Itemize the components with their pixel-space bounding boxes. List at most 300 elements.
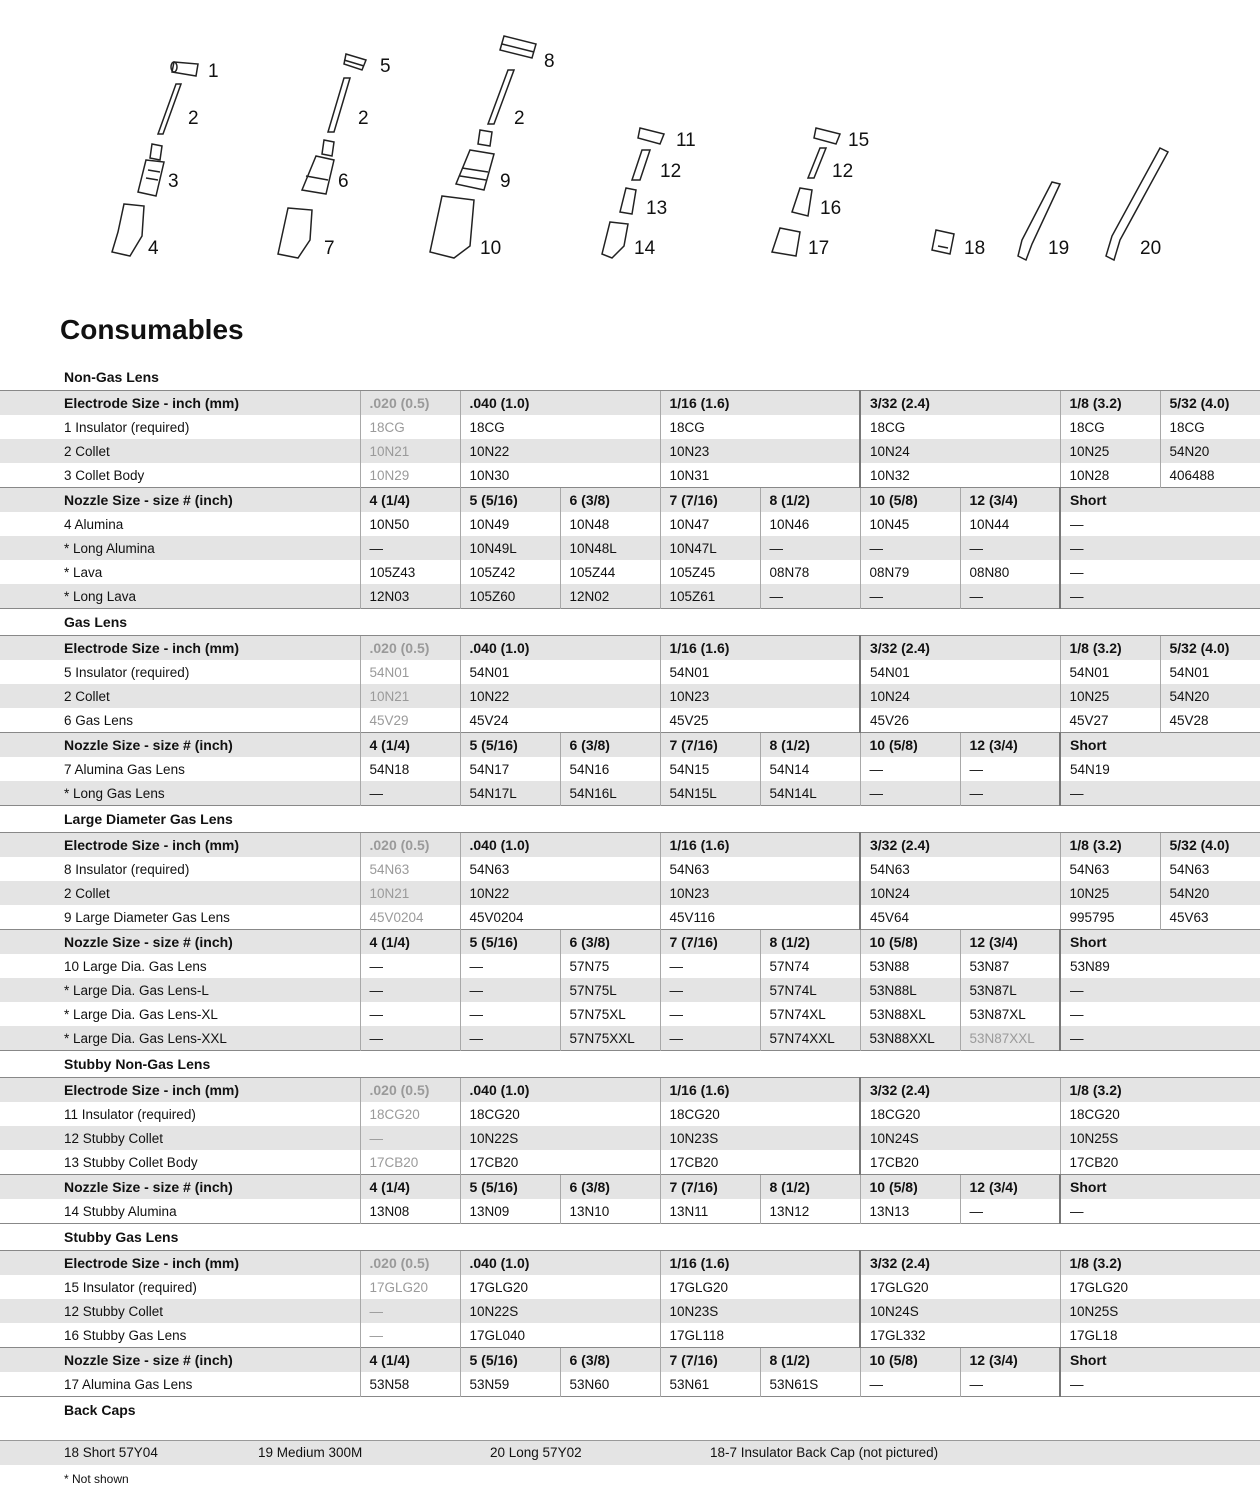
table-cell: 10N24S — [860, 1299, 1060, 1323]
table-cell: 12 (3/4) — [960, 733, 1060, 758]
table-cell: 5 Insulator (required) — [64, 664, 190, 680]
nozzle-row — [0, 536, 1260, 560]
table-cell: 10N23 — [660, 881, 860, 905]
table-cell: 17CB20 — [360, 1150, 460, 1175]
table-cell: Short — [1060, 488, 1260, 513]
table-cell: 17GL18 — [1060, 1323, 1260, 1348]
table-cell: Electrode Size - inch (mm) — [0, 636, 360, 661]
table-cell: Nozzle Size - size # (inch) — [0, 1175, 360, 1200]
table-cell: 13N10 — [560, 1199, 660, 1224]
table-cell: 54N15 — [660, 757, 760, 781]
table-cell: .020 (0.5) — [360, 636, 460, 661]
table-cell: 54N20 — [1160, 439, 1260, 463]
table-cell: 18CG — [860, 415, 1060, 439]
large-nozzle-drawing — [430, 196, 474, 258]
table-cell: .040 (1.0) — [460, 833, 660, 858]
nozzle-size-header — [0, 488, 1260, 513]
table-cell: 54N16 — [560, 757, 660, 781]
part-number-2c: 2 — [514, 108, 525, 129]
table-cell: 10 (5/8) — [860, 488, 960, 513]
part-number-6: 6 — [338, 171, 349, 192]
table-cell: 45V29 — [360, 708, 460, 733]
section-header — [0, 1051, 1260, 1078]
table-cell: 6 (3/8) — [560, 1175, 660, 1200]
table-cell: 54N20 — [1160, 881, 1260, 905]
table-cell: 10N29 — [360, 463, 460, 488]
table-cell: 10N30 — [460, 463, 660, 488]
section-header — [0, 364, 1260, 391]
table-cell: Electrode Size - inch (mm) — [0, 1251, 360, 1276]
table-cell: — — [960, 1199, 1060, 1224]
table-cell: 1 Insulator (required) — [64, 419, 190, 435]
table-cell: 1/8 (3.2) — [1060, 636, 1160, 661]
electrode-row — [0, 1102, 1260, 1126]
part-number-2b: 2 — [358, 108, 369, 129]
electrode-row — [0, 881, 1260, 905]
stubby-gas-nozzle-drawing — [772, 228, 800, 256]
table-cell: 1/16 (1.6) — [660, 833, 860, 858]
table-cell: .040 (1.0) — [460, 391, 660, 416]
table-cell: 54N01 — [860, 660, 1060, 684]
table-cell: — — [360, 1126, 460, 1150]
table-cell: 17GLG20 — [660, 1275, 860, 1299]
table-cell: — — [460, 1002, 560, 1026]
table-cell: 17 Alumina Gas Lens — [64, 1376, 193, 1392]
table-cell: 995795 — [1060, 905, 1160, 930]
nozzle-size-header — [0, 1348, 1260, 1373]
table-cell: 18CG20 — [460, 1102, 660, 1126]
insulator-1-drawing — [171, 62, 198, 76]
table-cell: 45V28 — [1160, 708, 1260, 733]
table-cell: 13N12 — [760, 1199, 860, 1224]
table-cell: 18CG20 — [360, 1102, 460, 1126]
table-cell: — — [960, 584, 1060, 609]
table-cell: 4 (1/4) — [360, 1348, 460, 1373]
table-cell: .040 (1.0) — [460, 1251, 660, 1276]
nozzle-row — [0, 1199, 1260, 1224]
nozzle-row — [0, 954, 1260, 978]
table-cell: — — [1060, 1026, 1260, 1051]
gas-lens-nozzle-drawing — [278, 208, 312, 258]
table-cell: 53N60 — [560, 1372, 660, 1397]
table-cell: 18CG20 — [660, 1102, 860, 1126]
table-cell: 54N01 — [1160, 660, 1260, 684]
section-title: Stubby Gas Lens — [0, 1224, 1260, 1251]
table-cell: — — [460, 978, 560, 1002]
table-cell: 10N47L — [660, 536, 760, 560]
table-cell: 54N01 — [460, 660, 660, 684]
table-cell: 6 (3/8) — [560, 488, 660, 513]
table-cell: 18CG20 — [1060, 1102, 1260, 1126]
table-cell: Short — [1060, 930, 1260, 955]
section-title: Stubby Non-Gas Lens — [0, 1051, 1260, 1078]
section-title: Gas Lens — [0, 609, 1260, 636]
collet-drawing-b — [328, 78, 350, 132]
gas-lens-6-drawing — [302, 140, 334, 194]
electrode-size-header — [0, 833, 1260, 858]
table-cell: 5/32 (4.0) — [1160, 833, 1260, 858]
part-number-17: 17 — [808, 238, 830, 259]
table-cell: 3/32 (2.4) — [860, 1078, 1060, 1103]
table-cell: 105Z44 — [560, 560, 660, 584]
table-cell: 17CB20 — [660, 1150, 860, 1175]
table-cell: 10N25 — [1060, 684, 1160, 708]
table-cell: — — [960, 757, 1060, 781]
nozzle-size-header — [0, 733, 1260, 758]
insulator-5-drawing — [344, 54, 366, 70]
table-cell: 12 (3/4) — [960, 930, 1060, 955]
table-cell: — — [360, 781, 460, 806]
table-cell: — — [760, 536, 860, 560]
table-cell: 8 (1/2) — [760, 1348, 860, 1373]
table-cell: 57N75 — [560, 954, 660, 978]
table-cell: .020 (0.5) — [360, 1078, 460, 1103]
electrode-size-header — [0, 1078, 1260, 1103]
table-cell: 10N21 — [360, 439, 460, 463]
table-cell: 54N63 — [660, 857, 860, 881]
table-cell: 10N23S — [660, 1299, 860, 1323]
alumina-nozzle-drawing — [112, 204, 144, 256]
table-cell: 8 (1/2) — [760, 1175, 860, 1200]
table-cell: Electrode Size - inch (mm) — [0, 1078, 360, 1103]
table-cell: 17CB20 — [460, 1150, 660, 1175]
table-cell: — — [960, 536, 1060, 560]
table-cell: 45V26 — [860, 708, 1060, 733]
back-cap-long: 20 Long 57Y02 — [490, 1445, 582, 1460]
table-cell: — — [860, 781, 960, 806]
part-number-10: 10 — [480, 238, 502, 259]
table-cell: 3/32 (2.4) — [860, 391, 1060, 416]
part-number-7: 7 — [324, 238, 335, 259]
nozzle-row — [0, 560, 1260, 584]
table-cell: — — [1060, 1372, 1260, 1397]
table-cell: 12 Stubby Collet — [0, 1299, 360, 1323]
part-number-15: 15 — [848, 130, 870, 151]
section-header — [0, 609, 1260, 636]
table-cell: 3/32 (2.4) — [860, 1251, 1060, 1276]
section-title: Non-Gas Lens — [64, 369, 159, 385]
table-cell: — — [860, 757, 960, 781]
table-cell: 7 (7/16) — [660, 930, 760, 955]
table-cell: — — [360, 1002, 460, 1026]
table-cell: — — [860, 536, 960, 560]
table-cell: 7 (7/16) — [660, 733, 760, 758]
table-cell: 54N63 — [360, 857, 460, 881]
table-cell: 6 (3/8) — [560, 930, 660, 955]
table-cell: Short — [1060, 1175, 1260, 1200]
table-cell: Nozzle Size - size # (inch) — [0, 930, 360, 955]
table-cell: 12N03 — [360, 584, 460, 609]
table-cell: 45V63 — [1160, 905, 1260, 930]
table-cell: 10N23S — [660, 1126, 860, 1150]
table-cell: — — [660, 954, 760, 978]
electrode-row — [0, 1275, 1260, 1299]
table-cell: 11 Insulator (required) — [64, 1106, 196, 1122]
table-cell: Short — [1060, 733, 1260, 758]
table-cell: 08N79 — [860, 560, 960, 584]
electrode-row — [0, 857, 1260, 881]
table-cell: 45V27 — [1060, 708, 1160, 733]
table-cell: 8 (1/2) — [760, 488, 860, 513]
table-cell: 105Z60 — [460, 584, 560, 609]
table-cell: 1/16 (1.6) — [660, 391, 860, 416]
table-cell: 45V0204 — [360, 905, 460, 930]
table-cell: Electrode Size - inch (mm) — [0, 391, 360, 416]
consumables-table — [0, 364, 1260, 1423]
electrode-size-header — [0, 636, 1260, 661]
page-title: Consumables — [60, 314, 244, 345]
table-cell: 18CG — [360, 415, 460, 439]
table-cell: .040 (1.0) — [460, 636, 660, 661]
collet-body-drawing — [138, 144, 164, 196]
nozzle-row — [0, 512, 1260, 536]
table-cell: 54N63 — [460, 857, 660, 881]
table-cell: — — [360, 1026, 460, 1051]
table-cell: 1/16 (1.6) — [660, 1251, 860, 1276]
table-cell: 10N24 — [860, 881, 1060, 905]
table-cell: 57N74 — [760, 954, 860, 978]
nozzle-size-header — [0, 1175, 1260, 1200]
table-cell: 10N25S — [1060, 1299, 1260, 1323]
table-cell: 57N75XL — [560, 1002, 660, 1026]
table-cell: 53N88XL — [860, 1002, 960, 1026]
table-cell: Electrode Size - inch (mm) — [0, 833, 360, 858]
table-cell: — — [660, 1026, 760, 1051]
stubby-collet-drawing-a — [632, 150, 650, 180]
table-cell: 1/8 (3.2) — [1060, 1251, 1260, 1276]
table-cell: 53N61 — [660, 1372, 760, 1397]
section-header — [0, 806, 1260, 833]
part-number-1: 1 — [208, 61, 219, 82]
table-cell: 16 Stubby Gas Lens — [64, 1327, 187, 1343]
table-cell: 45V116 — [660, 905, 860, 930]
table-cell: 1/8 (3.2) — [1060, 1078, 1260, 1103]
table-cell: 10N22 — [460, 439, 660, 463]
table-cell: 6 (3/8) — [560, 733, 660, 758]
part-number-20: 20 — [1140, 238, 1162, 259]
table-cell: 5 (5/16) — [460, 488, 560, 513]
part-number-3: 3 — [168, 171, 179, 192]
table-cell: 5 (5/16) — [460, 1175, 560, 1200]
table-cell: 10N44 — [960, 512, 1060, 536]
table-cell: 57N75XXL — [560, 1026, 660, 1051]
table-cell: — — [1060, 781, 1260, 806]
table-cell: 10N22S — [460, 1126, 660, 1150]
table-cell: 7 (7/16) — [660, 488, 760, 513]
table-cell: 1/8 (3.2) — [1060, 391, 1160, 416]
table-cell: * Large Dia. Gas Lens-XL — [64, 1006, 218, 1022]
large-gas-lens-9-drawing — [456, 130, 494, 190]
table-cell: 2 Collet — [0, 881, 360, 905]
table-cell: 54N16L — [560, 781, 660, 806]
table-cell: 7 Alumina Gas Lens — [64, 761, 185, 777]
nozzle-row — [0, 757, 1260, 781]
table-cell: 53N58 — [360, 1372, 460, 1397]
table-cell: 54N15L — [660, 781, 760, 806]
table-cell: 18CG — [1160, 415, 1260, 439]
table-cell: 8 (1/2) — [760, 930, 860, 955]
table-cell: — — [1060, 536, 1260, 560]
table-cell: 10N25 — [1060, 881, 1160, 905]
table-cell: 5 (5/16) — [460, 1348, 560, 1373]
table-cell: — — [360, 536, 460, 560]
electrode-row — [0, 1126, 1260, 1150]
table-cell: 12 (3/4) — [960, 1175, 1060, 1200]
table-cell: 53N89 — [1060, 954, 1260, 978]
table-cell: 54N01 — [1060, 660, 1160, 684]
table-cell: 57N74XL — [760, 1002, 860, 1026]
table-cell: 53N88L — [860, 978, 960, 1002]
table-cell: 53N87L — [960, 978, 1060, 1002]
table-cell: 105Z42 — [460, 560, 560, 584]
back-cap-short: 18 Short 57Y04 — [64, 1445, 158, 1460]
table-cell: 17CB20 — [860, 1150, 1060, 1175]
table-cell: 53N87XL — [960, 1002, 1060, 1026]
table-cell: 8 Insulator (required) — [64, 861, 190, 877]
part-number-4: 4 — [148, 238, 159, 259]
table-cell: 53N87 — [960, 954, 1060, 978]
table-cell: * Large Dia. Gas Lens-XXL — [0, 1026, 360, 1051]
table-cell: 3/32 (2.4) — [860, 636, 1060, 661]
stubby-gas-lens-drawing — [792, 188, 812, 216]
part-number-9: 9 — [500, 171, 511, 192]
electrode-size-header — [0, 1251, 1260, 1276]
table-cell: * Lava — [64, 564, 103, 580]
table-cell: 10N25S — [1060, 1126, 1260, 1150]
table-cell: 57N74L — [760, 978, 860, 1002]
table-cell: 2 Collet — [0, 439, 360, 463]
table-cell: 54N63 — [1160, 857, 1260, 881]
table-cell: 4 (1/4) — [360, 488, 460, 513]
footnote: * Not shown — [64, 1472, 129, 1486]
table-cell: Nozzle Size - size # (inch) — [0, 1348, 360, 1373]
table-cell: Nozzle Size - size # (inch) — [0, 733, 360, 758]
table-cell: 13N13 — [860, 1199, 960, 1224]
nozzle-row — [0, 978, 1260, 1002]
part-number-18: 18 — [964, 238, 986, 259]
table-cell: 1/16 (1.6) — [660, 636, 860, 661]
table-cell: 6 (3/8) — [560, 1348, 660, 1373]
electrode-row — [0, 905, 1260, 930]
table-cell: 10 Large Dia. Gas Lens — [64, 958, 207, 974]
table-cell: 45V24 — [460, 708, 660, 733]
stubby-alumina-drawing — [602, 222, 628, 258]
table-cell: 10N22 — [460, 881, 660, 905]
collet-drawing-c — [488, 70, 514, 124]
table-cell: 5/32 (4.0) — [1160, 636, 1260, 661]
table-cell: 54N63 — [860, 857, 1060, 881]
table-cell: 10N50 — [360, 512, 460, 536]
table-cell: * Long Alumina — [0, 536, 360, 560]
table-cell: 4 Alumina — [64, 516, 124, 532]
table-cell: 406488 — [1160, 463, 1260, 488]
table-cell: 5 (5/16) — [460, 930, 560, 955]
table-cell: 17GL118 — [660, 1323, 860, 1348]
table-cell: 18CG — [1060, 415, 1160, 439]
table-cell: 18CG — [460, 415, 660, 439]
stubby-collet-drawing-b — [808, 148, 826, 178]
table-cell: * Large Dia. Gas Lens-L — [0, 978, 360, 1002]
table-cell: 54N14 — [760, 757, 860, 781]
table-cell: 105Z61 — [660, 584, 760, 609]
table-cell: * Long Lava — [0, 584, 360, 609]
insulator-8-drawing — [500, 36, 536, 58]
table-cell: .040 (1.0) — [460, 1078, 660, 1103]
table-cell: * Long Gas Lens — [0, 781, 360, 806]
table-cell: 10N47 — [660, 512, 760, 536]
table-cell: — — [1060, 512, 1260, 536]
nozzle-row — [0, 1026, 1260, 1051]
table-cell: 105Z45 — [660, 560, 760, 584]
table-cell: 5/32 (4.0) — [1160, 391, 1260, 416]
table-cell: 10N48L — [560, 536, 660, 560]
part-number-12b: 12 — [832, 161, 854, 182]
table-cell: 12 Stubby Collet — [0, 1126, 360, 1150]
electrode-row — [0, 660, 1260, 684]
table-cell: 10N28 — [1060, 463, 1160, 488]
table-cell: 54N20 — [1160, 684, 1260, 708]
table-cell: 17GLG20 — [1060, 1275, 1260, 1299]
nozzle-row — [0, 1002, 1260, 1026]
table-cell: 6 Gas Lens — [64, 712, 134, 728]
table-cell: — — [1060, 560, 1260, 584]
part-number-8: 8 — [544, 51, 555, 72]
electrode-row — [0, 439, 1260, 463]
table-cell: 53N59 — [460, 1372, 560, 1397]
collet-drawing-a — [158, 84, 181, 134]
table-cell: 08N80 — [960, 560, 1060, 584]
table-cell: 10N46 — [760, 512, 860, 536]
nozzle-row — [0, 584, 1260, 609]
table-cell: 18CG — [660, 415, 860, 439]
back-caps-section — [0, 1397, 1260, 1424]
table-cell: 53N88XXL — [860, 1026, 960, 1051]
part-number-2: 2 — [188, 108, 199, 129]
table-cell: 54N01 — [360, 660, 460, 684]
table-cell: 53N88 — [860, 954, 960, 978]
electrode-row — [0, 708, 1260, 733]
table-cell: 10N24 — [860, 439, 1060, 463]
table-cell: 4 (1/4) — [360, 1175, 460, 1200]
part-number-19: 19 — [1048, 238, 1070, 259]
table-cell: — — [1060, 1002, 1260, 1026]
parts-illustration — [0, 0, 1260, 300]
table-cell: 1/16 (1.6) — [660, 1078, 860, 1103]
stubby-collet-body-drawing — [620, 188, 636, 214]
table-cell: 18CG20 — [860, 1102, 1060, 1126]
table-cell: 10N21 — [360, 684, 460, 708]
table-cell: 17GL332 — [860, 1323, 1060, 1348]
table-cell: 105Z43 — [360, 560, 460, 584]
table-cell: — — [360, 1323, 460, 1348]
nozzle-size-header — [0, 930, 1260, 955]
part-number-5: 5 — [380, 56, 391, 77]
table-cell: — — [460, 954, 560, 978]
table-cell: 3/32 (2.4) — [860, 833, 1060, 858]
table-cell: 13N08 — [360, 1199, 460, 1224]
part-number-13: 13 — [646, 198, 668, 219]
table-cell: 10N22S — [460, 1299, 660, 1323]
insulator-15-drawing — [814, 128, 840, 144]
table-cell: 7 (7/16) — [660, 1348, 760, 1373]
table-cell: .020 (0.5) — [360, 833, 460, 858]
table-cell: 14 Stubby Alumina — [64, 1203, 177, 1219]
table-cell: 54N01 — [660, 660, 860, 684]
table-cell: 10 (5/8) — [860, 1175, 960, 1200]
table-cell: — — [1060, 978, 1260, 1002]
table-cell: 2 Collet — [0, 684, 360, 708]
table-cell: 12 (3/4) — [960, 488, 1060, 513]
